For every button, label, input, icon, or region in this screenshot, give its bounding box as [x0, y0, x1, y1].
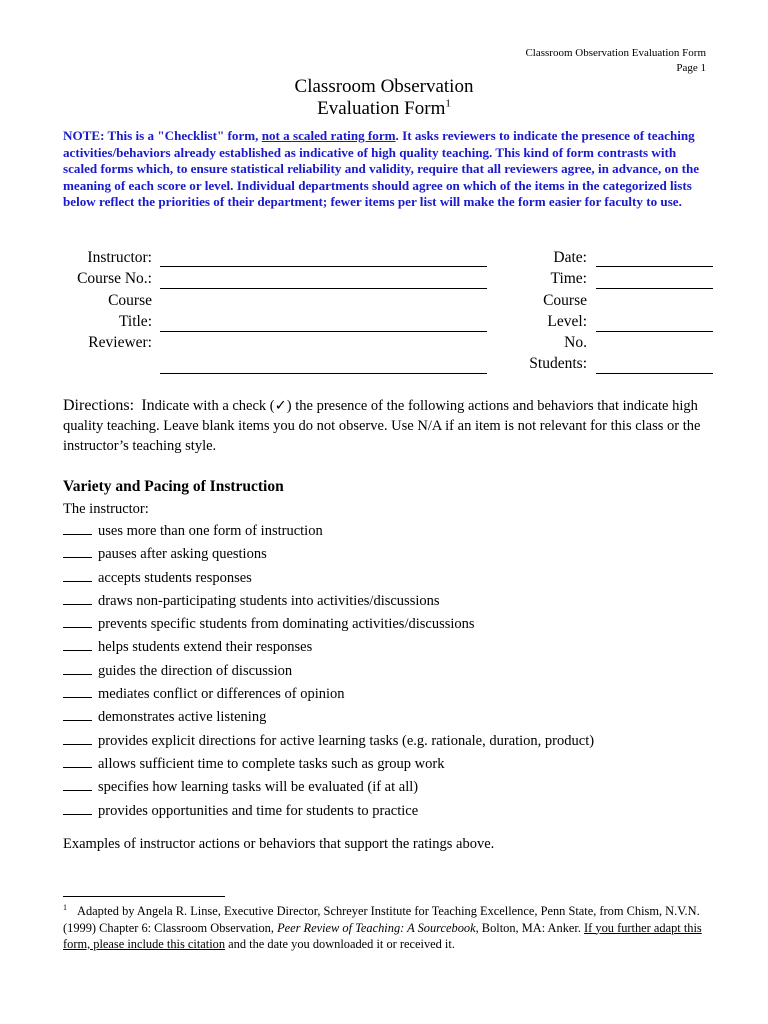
directions-in: In	[141, 397, 155, 414]
checklist-blank[interactable]	[63, 590, 92, 605]
checklist-item-text: guides the direction of discussion	[98, 662, 293, 679]
footnote-part-2: , Bolton, MA: Anker.	[475, 920, 585, 935]
checklist-blank[interactable]	[63, 613, 92, 628]
running-header	[525, 46, 706, 76]
checklist-item	[63, 660, 743, 683]
note-underlined: not a scaled rating form	[261, 128, 396, 143]
checklist-blank[interactable]	[63, 660, 92, 675]
instructor-label: Instructor:	[87, 249, 152, 266]
checklist-item-text: mediates conflict or differences of opinion	[98, 686, 345, 703]
checklist-item-text: accepts students responses	[98, 569, 252, 586]
checklist-item-text: specifies how learning tasks will be evaluated (if at all)	[98, 779, 419, 796]
course-level-label-1: Course	[543, 292, 587, 309]
checklist-blank[interactable]	[63, 753, 92, 768]
header-page-label: Page 1	[676, 62, 706, 74]
checklist-blank[interactable]	[63, 706, 92, 721]
examples-prompt: Examples of instructor actions or behaviors that support the ratings above.	[63, 836, 495, 852]
students-label: Students:	[529, 355, 587, 372]
footnote-part-1: Adapted by Angela R. Linse, Executive Director, Schreyer Institute for Teaching Excellence, Penn State, from Chism, N.V.N. (1999) Chapter 6: Classroom Observation,	[63, 904, 700, 935]
checklist-item	[63, 683, 743, 706]
course-label: Course	[108, 292, 152, 309]
title-footnote-mark: 1	[445, 97, 451, 110]
directions-text-2: ) the presence of the following actions and behaviors that indicate high quality teaching. Leave blank items you do not observe. Use N/A if an item is not relevant for this class or the instructor’s teaching style.	[63, 398, 701, 454]
title-line-2	[0, 98, 768, 120]
title-line-1: Classroom Observation	[294, 76, 474, 97]
checklist-item	[63, 613, 743, 636]
section-heading: Variety and Pacing of Instruction	[63, 478, 284, 495]
note-paragraph	[63, 128, 713, 211]
checklist-item	[63, 520, 743, 543]
time-label: Time:	[550, 270, 587, 287]
footnote-rule	[63, 896, 225, 897]
title-label: Title:	[118, 313, 152, 330]
checklist-item	[63, 730, 743, 753]
reviewer-field[interactable]	[160, 373, 487, 374]
checklist-item	[63, 706, 743, 729]
time-field[interactable]	[596, 288, 713, 289]
checklist-item-text: provides explicit directions for active learning tasks (e.g. rationale, duration, product)	[98, 732, 595, 749]
checklist	[63, 520, 743, 823]
level-label: Level:	[547, 313, 587, 330]
course-title-field[interactable]	[160, 331, 487, 332]
checklist-item	[63, 567, 743, 590]
checklist-item-text: uses more than one form of instruction	[98, 523, 323, 539]
course-no-field[interactable]	[160, 288, 487, 289]
checklist-blank[interactable]	[63, 520, 92, 535]
checklist-item	[63, 636, 743, 659]
title-line-2-text: Evaluation Form	[317, 98, 446, 119]
checklist-blank[interactable]	[63, 543, 92, 558]
check-mark-icon: ✓	[274, 398, 287, 414]
note-prefix: NOTE: This is a "Checklist" form,	[63, 128, 262, 143]
footnote	[63, 900, 718, 952]
checklist-blank[interactable]	[63, 636, 92, 651]
note-rest: . It asks reviewers to indicate the presence of teaching activities/behaviors already established as indicative of high quality teaching. This kind of form contrasts with scaled forms which, to ensure statistical reliability and validity, require that all reviewers agree, in advance, on the meaning of each score or level. Individual departments should agree on which of the items in the categorized lists below reflect the priorities of their department; fewer items per list will make the form easier for faculty to use.	[63, 128, 700, 210]
checklist-item	[63, 590, 743, 613]
no-label: No.	[564, 334, 587, 351]
directions-label: Directions:	[63, 397, 135, 414]
date-field[interactable]	[596, 266, 713, 267]
checklist-item-text: provides opportunities and time for students to practice	[98, 802, 419, 819]
checklist-item-text: prevents specific students from dominating activities/discussions	[98, 616, 475, 633]
checklist-item-text: demonstrates active listening	[98, 709, 267, 726]
header-form-name: Classroom Observation Evaluation Form	[525, 47, 706, 59]
course-level-field[interactable]	[596, 331, 713, 332]
checklist-blank[interactable]	[63, 683, 92, 698]
checklist-item	[63, 753, 743, 776]
directions-paragraph	[63, 396, 723, 456]
course-no-label: Course No.:	[77, 270, 152, 287]
footnote-part-3: and the date you downloaded it or received it.	[225, 936, 455, 951]
checklist-item-text: draws non-participating students into activities/discussions	[98, 592, 440, 609]
checklist-item-text: allows sufficient time to complete tasks such as group work	[98, 755, 445, 772]
reviewer-label: Reviewer:	[88, 334, 152, 351]
directions-text-1: dicate with a check (	[154, 398, 275, 414]
checklist-item	[63, 543, 743, 566]
checklist-item-text: pauses after asking questions	[98, 546, 267, 563]
checklist-blank[interactable]	[63, 800, 92, 815]
footnote-citation-request: If you further adapt this form, please include this citation	[63, 920, 702, 951]
checklist-item	[63, 776, 743, 799]
checklist-blank[interactable]	[63, 730, 92, 745]
checklist-item	[63, 800, 743, 823]
instructor-field[interactable]	[160, 266, 487, 267]
checklist-item-text: helps students extend their responses	[98, 639, 313, 656]
section-intro: The instructor:	[63, 501, 149, 517]
footnote-mark: 1	[63, 903, 67, 912]
footnote-book-title: Peer Review of Teaching: A Sourcebook	[277, 920, 476, 935]
date-label: Date:	[553, 249, 587, 266]
checklist-blank[interactable]	[63, 776, 92, 791]
checklist-blank[interactable]	[63, 567, 92, 582]
document-title	[0, 76, 768, 120]
no-students-field[interactable]	[596, 373, 713, 374]
